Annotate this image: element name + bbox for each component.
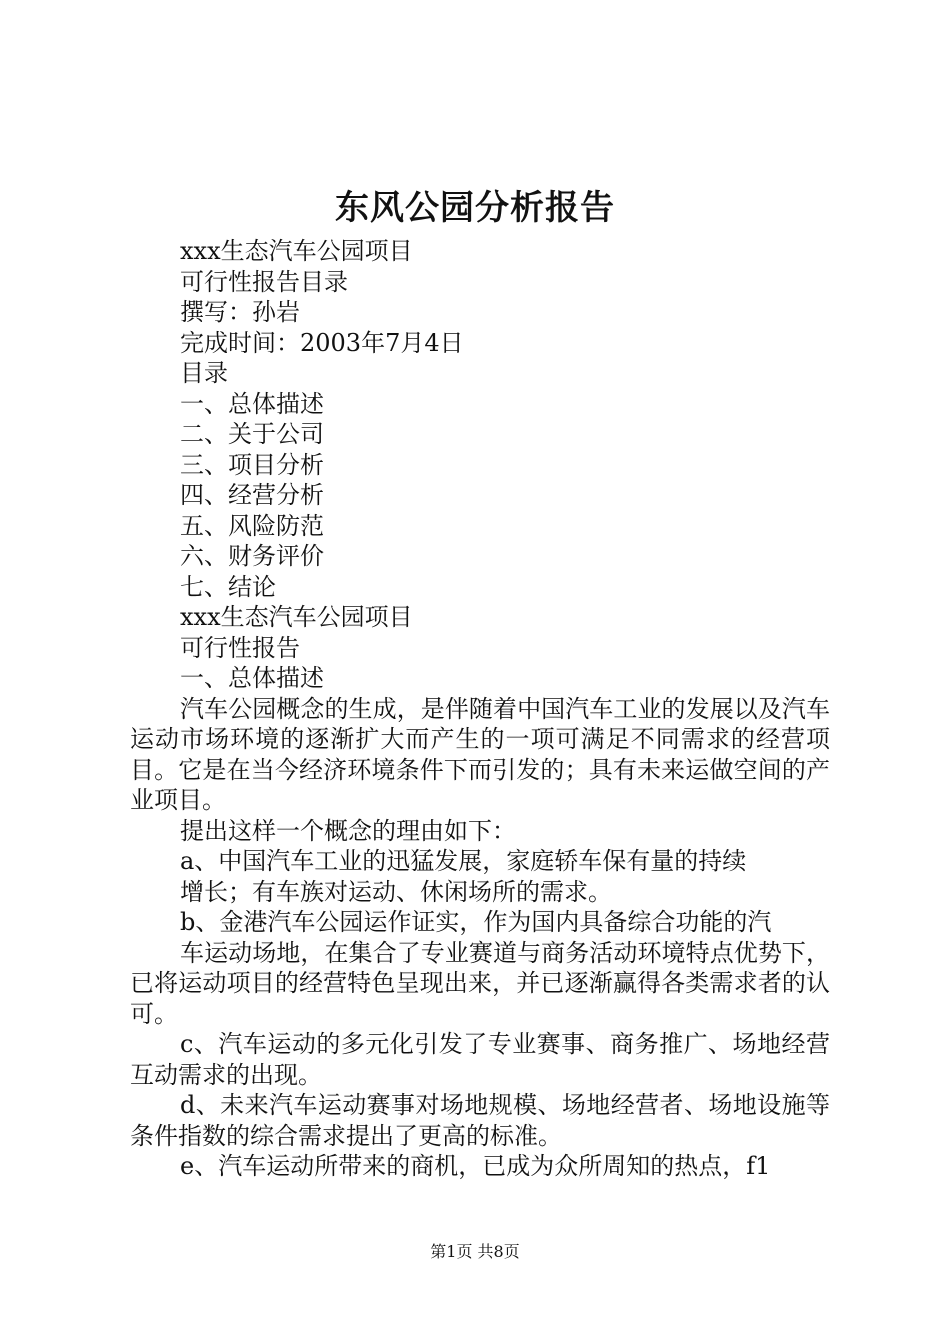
document-body — [130, 236, 830, 1182]
reason-a-line: a、中国汽车工业的迅猛发展，家庭轿车保有量的持续 — [180, 847, 747, 875]
reason-d-paragraph: d、未来汽车运动赛事对场地规模、场地经营者、场地设施等条件指数的综合需求提出了更高的标准。 — [130, 1091, 830, 1150]
project-name-line: xxx生态汽车公园项目 — [180, 603, 413, 631]
toc-item: 五、风险防范 — [180, 511, 324, 540]
report-title-line: 可行性报告 — [180, 633, 300, 662]
toc-item: 六、财务评价 — [180, 542, 324, 570]
report-toc-title-line: 可行性报告目录 — [180, 267, 348, 296]
toc-item: 四、经营分析 — [180, 481, 324, 509]
reason-e-paragraph: e、汽车运动所带来的商机，已成为众所周知的热点，f1 — [180, 1152, 771, 1180]
toc-item: 七、结论 — [180, 572, 276, 601]
page-footer: 第1页 共8页 — [430, 1242, 520, 1261]
section-heading: 一、总体描述 — [180, 664, 324, 692]
reason-b-paragraph: 车运动场地，在集合了专业赛道与商务活动环境特点优势下，已将运动项目的经营特色呈现出来，并已逐渐赢得各类需求者的认可。 — [130, 938, 830, 1028]
reason-a-line: 增长；有车族对运动、休闲场所的需求。 — [180, 877, 612, 906]
reason-c-paragraph: c、汽车运动的多元化引发了专业赛事、商务推广、场地经营互动需求的出现。 — [130, 1030, 830, 1089]
project-name-line: xxx生态汽车公园项目 — [180, 237, 413, 265]
intro-paragraph: 汽车公园概念的生成，是伴随着中国汽车工业的发展以及汽车运动市场环境的逐渐扩大而产生的一项可满足不同需求的经营项目。它是在当今经济环境条件下而引发的；具有未来运做空间的产业项目。 — [130, 694, 830, 814]
toc-item: 二、关于公司 — [180, 420, 324, 448]
author-line: 撰写：孙岩 — [180, 298, 300, 326]
toc-item: 三、项目分析 — [180, 450, 324, 479]
completion-date-line: 完成时间：2003年7月4日 — [180, 328, 464, 357]
toc-heading: 目录 — [180, 359, 228, 387]
reason-heading: 提出这样一个概念的理由如下： — [180, 816, 516, 845]
reason-b-line: b、金港汽车公园运作证实，作为国内具备综合功能的汽 — [180, 908, 772, 936]
toc-item: 一、总体描述 — [180, 389, 324, 418]
document-title: 东风公园分析报告 — [335, 188, 615, 228]
